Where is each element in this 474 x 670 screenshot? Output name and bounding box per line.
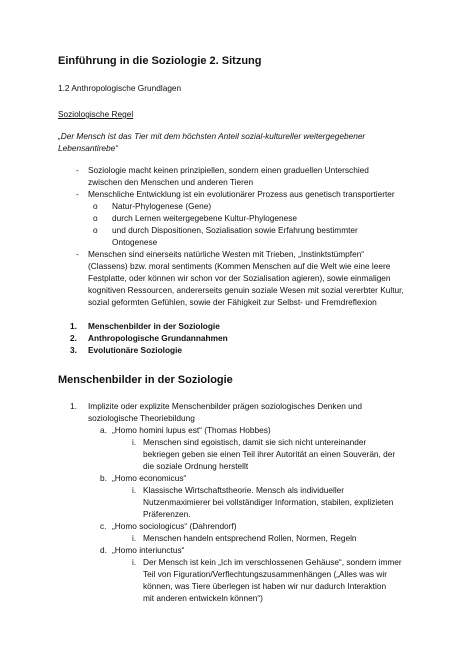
quote-line: Lebensantirebe“ [58,143,118,153]
list-text: Implizite oder explizite Menschenbilder prägen soziologisches Denken und [88,401,362,411]
toc-item: Menschenbilder in der Soziologie [88,321,220,331]
list-text: können, was Tiere überlegen ist haben wir nur dadurch Interaktion [143,581,387,591]
bullet-dash: - [76,249,79,259]
bullet-dash: - [76,189,79,199]
list-text: Menschen handeln entsprechend Rollen, Normen, Regeln [143,533,357,543]
sub-bullet-text: Ontogenese [112,237,158,247]
bullet-text: Menschliche Entwicklung ist ein evolutionärer Prozess aus genetisch transportierter [88,189,395,199]
list-text: mit anderen entwickeln können“) [143,593,263,603]
list-roman: i. [132,437,137,447]
rule-heading: Soziologische Regel [58,109,134,119]
bullet-text: zwischen den Menschen und anderen Tieren [88,177,254,187]
sub-bullet-text: Natur-Phylogenese (Gene) [112,201,212,211]
bullet-text: Soziologie macht keinen prinzipiellen, sondern einen graduellen Unterschied [88,165,369,175]
bullet-text: kognitiven Ressourcen, andererseits genuin soziale Wesen mit sozial vererbter Kultur, [88,285,404,295]
list-letter: b. [100,473,107,483]
list-text: „Homo economicus“ [112,473,187,483]
bullet-text: sozial geformten Gefühlen, sowie der Fähigkeit zur Selbst- und Fremdreflexion [88,297,377,307]
list-text: „Homo interiunctus“ [112,545,185,555]
sub-bullet-marker: o [93,225,98,235]
list-roman: i. [132,533,137,543]
list-text: Präferenzen. [143,509,191,519]
toc-item: Anthropologische Grundannahmen [88,333,228,343]
list-letter: a. [100,425,107,435]
bullet-text: (Classens) bzw. moral sentiments (Kommen Menschen auf die Welt wie eine leere [88,261,391,271]
bullet-text: Menschen sind einerseits natürliche Westen mit Trieben, „Instinktstümpfen“ [88,249,365,259]
list-text: Menschen sind egoistisch, damit sie sich nicht untereinander [143,437,367,447]
list-text: Klassische Wirtschaftstheorie. Mensch als individueller [143,485,345,495]
bullet-dash: - [76,165,79,175]
list-text: „Homo sociologicus“ (Dahrendorf) [112,521,237,531]
list-text: Der Mensch ist kein „Ich im verschlossenen Gehäuse“, sondern immer [143,557,402,567]
list-text: bekriegen geben sie einen Teil ihrer Autorität an einen Souverän, der [143,449,396,459]
list-text: die soziale Ordnung herstellt [143,461,249,471]
list-roman: i. [132,557,137,567]
list-letter: c. [100,521,107,531]
list-text: Teil von Figuration/Verflechtungszusammenhängen („Alles was wir [143,569,387,579]
list-text: „Homo homini lupus est“ (Thomas Hobbes) [112,425,271,435]
list-letter: d. [100,545,107,555]
toc-item: Evolutionäre Soziologie [88,345,183,355]
list-number: 1. [70,401,77,411]
sub-bullet-text: und durch Dispositionen, Sozialisation sowie Erfahrung bestimmter [112,225,358,235]
toc-number: 3. [70,345,77,355]
sub-bullet-text: durch Lernen weitergegebene Kultur-Phylogenese [112,213,297,223]
list-text: Nutzenmaximierer bei vollständiger Information, stabilen, explizieten [143,497,394,507]
quote-line: „Der Mensch ist das Tier mit dem höchsten Anteil sozial-kultureller weitergegebener [58,131,366,141]
section-heading: Menschenbilder in der Soziologie [58,374,233,386]
toc-number: 2. [70,333,77,343]
bullet-text: Festplatte, oder können wir schon vor der Sozialisation agieren), sowie einmaligen [88,273,391,283]
section-subtitle: 1.2 Anthropologische Grundlagen [58,83,182,93]
document-title: Einführung in die Soziologie 2. Sitzung [58,55,262,67]
list-text: soziologische Theoriebildung [88,413,195,423]
sub-bullet-marker: o [93,213,98,223]
toc-number: 1. [70,321,77,331]
sub-bullet-marker: o [93,201,98,211]
list-roman: i. [132,485,137,495]
